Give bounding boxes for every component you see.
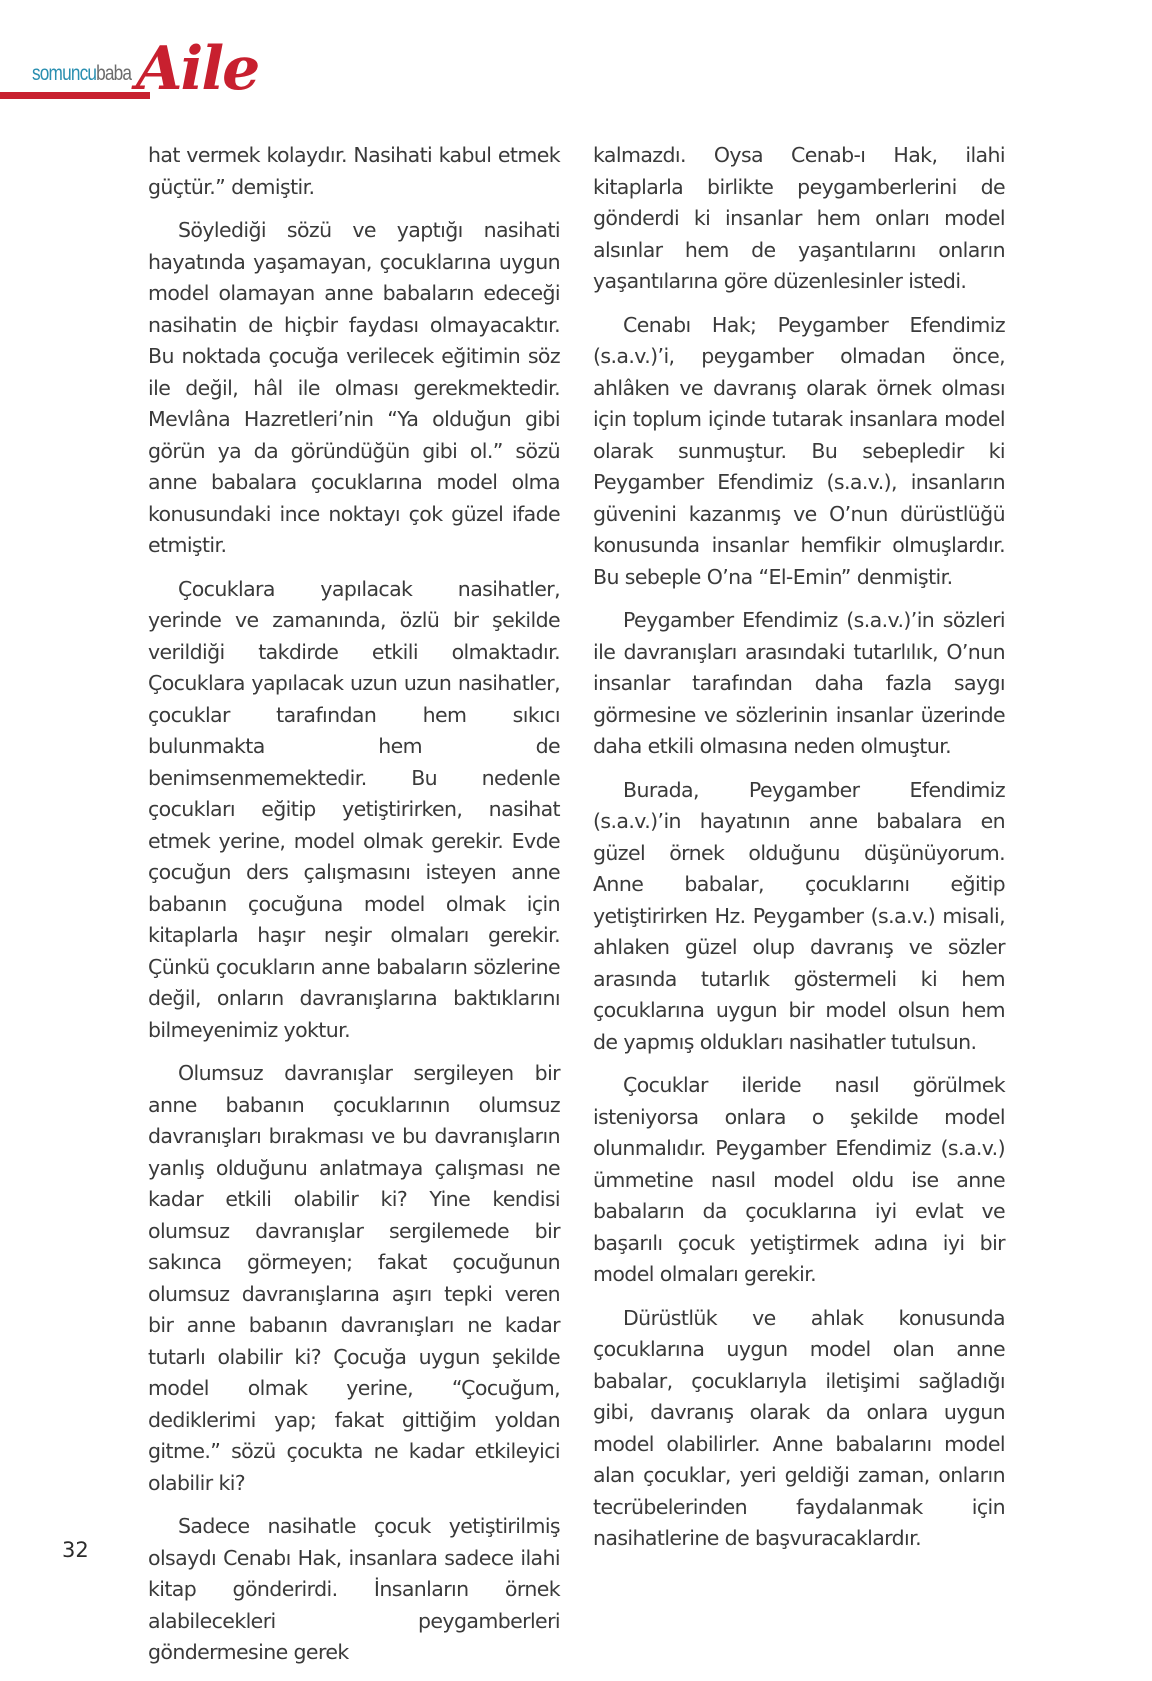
paragraph: Çocuklara yapılacak nasihatler, yerinde ve zamanında, özlü bir şekilde verildiği takdirde etkili olmaktadır. Çocuklara yapılacak uzun uzun nasihatler, çocuklar tarafından hem sıkıcı bulunmakta hem de benimsenmemektedir. Bu nedenle çocukları eğitip yetiştirirken, nasihat etmek yerine, model olmak gerekir. Evde çocuğun ders çalışmasını isteyen anne babanın çocuğuna model olmak için kitaplarla haşır neşir olmaları gerekir. Çünkü çocukların anne babaların sözlerine değil, onların davranışlarına baktıklarını bilmeyenimiz yoktur.	[148, 576, 560, 1042]
right-text-column	[593, 140, 1005, 1567]
paragraph: Burada, Peygamber Efendimiz (s.a.v.)’in hayatının anne babalara en güzel örnek olduğunu düşünüyorum. Anne babalar, çocuklarını eğitip yetiştirirken Hz. Peygamber (s.a.v.) misali, ahlaken güzel olup davranış ve sözler arasında tutarlık göstermeli ki hem çocuklarına uygun bir model olsun hem de yapmış oldukları nasihatler tutulsun.	[593, 777, 1005, 1054]
left-text-column	[148, 140, 560, 1681]
paragraph: Dürüstlük ve ahlak konusunda çocuklarına uygun model olan anne babalar, çocuklarıyla iletişimi sağladığı gibi, davranış olarak da onlara uygun model olabilirler. Anne babalarını model alan çocuklar, yeri geldiği zaman, onların tecrübelerinden faydalanmak için nasihatlerine de başvuracaklardır.	[593, 1305, 1005, 1550]
paragraph: kalmazdı. Oysa Cenab-ı Hak, ilahi kitaplarla birlikte peygamberlerini de gönderdi ki insanlar hem onları model alsınlar hem de yaşantılarını onların yaşantılarına göre düzenlesinler istedi.	[593, 143, 1005, 293]
brand-logo-part1: somuncu	[32, 62, 97, 85]
paragraph: Sadece nasihatle çocuk yetiştirilmiş olsaydı Cenabı Hak, insanlara sadece ilahi kitap gönderirdi. İnsanların örnek alabilecekleri peygamberleri göndermesine gerek	[148, 1514, 560, 1664]
paragraph: Olumsuz davranışlar sergileyen bir anne babanın çocuklarının olumsuz davranışları bırakması ve bu davranışların yanlış olduğunu anlatmaya çalışması ne kadar etkili olabilir ki? Yine kendisi olumsuz davranışlar sergilemede bir sakınca görmeyen; fakat çocuğunun olumsuz davranışlarına aşırı tepki veren bir anne babanın davranışları ne kadar tutarlı olabilir ki? Çocuğa uygun şekilde model olmak yerine, “Çocuğum, dediklerimi yap; fakat gittiğim yoldan gitme.” sözü çocukta ne kadar etkileyici olabilir ki?	[148, 1061, 560, 1495]
paragraph: Peygamber Efendimiz (s.a.v.)’in sözleri ile davranışları arasındaki tutarlılık, O’nun insanlar tarafından daha fazla saygı görmesine ve sözlerinin insanlar üzerinde daha etkili olmasına neden olmuştur.	[593, 608, 1005, 758]
paragraph: Söylediği sözü ve yaptığı nasihati hayatında yaşamayan, çocuklarına uygun model olamayan anne babaların edeceği nasihatin de hiçbir faydası olmayacaktır. Bu noktada çocuğa verilecek eğitimin söz ile değil, hâl ile olması gerekmektedir. Mevlâna Hazretleri’nin “Ya olduğun gibi görün ya da göründüğün gibi ol.” sözü anne babalara çocuklarına model olma konusundaki ince noktayı çok güzel ifade etmiştir.	[148, 218, 560, 557]
header-red-rule	[0, 92, 150, 99]
page-number: 32	[62, 1538, 89, 1562]
paragraph: Cenabı Hak; Peygamber Efendimiz (s.a.v.)’i, peygamber olmadan önce, ahlâken ve davranış olarak örnek olması için toplum içinde tutarak insanlara model olarak sunmuştur. Bu sebepledir ki Peygamber Efendimiz (s.a.v.), insanların güvenini kazanmış ve O’nun dürüstlüğü konusunda insanlar hemfikir olmuşlardır. Bu sebeple O’na “El-Emin” denmiştir.	[593, 312, 1005, 589]
magazine-header	[0, 30, 260, 110]
section-title: Aile	[136, 34, 259, 104]
paragraph: hat vermek kolaydır. Nasihati kabul etmek güçtür.” demiştir.	[148, 143, 560, 199]
brand-logo	[32, 62, 131, 86]
paragraph: Çocuklar ileride nasıl görülmek isteniyorsa onlara o şekilde model olunmalıdır. Peygamber Efendimiz (s.a.v.) ümmetine nasıl model oldu ise anne babaların da çocuklarına iyi evlat ve başarılı çocuk yetiştirmek adına iyi bir model olmaları gerekir.	[593, 1073, 1005, 1286]
brand-logo-part2: baba	[96, 62, 132, 85]
